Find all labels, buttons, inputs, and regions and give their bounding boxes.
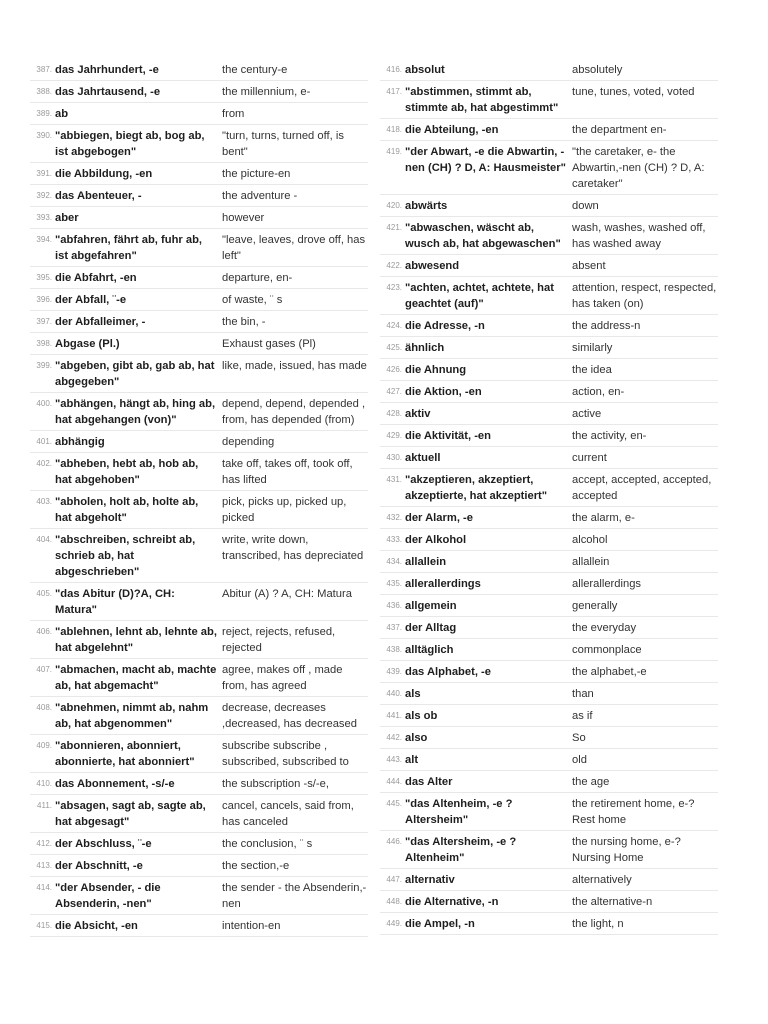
vocab-entry — [30, 333, 368, 355]
vocab-entry — [30, 103, 368, 125]
german-term: alt — [405, 754, 419, 766]
german-term: aktuell — [405, 452, 441, 464]
german-term: aktiv — [405, 408, 431, 420]
vocab-entry — [380, 913, 718, 935]
english-translation: of waste, ¨ s — [222, 294, 283, 306]
german-term: "abwaschen, wäscht ab, wusch ab, hat abgewaschen" — [405, 222, 561, 250]
entry-number: 408. — [36, 703, 52, 712]
entry-number: 439. — [386, 667, 402, 676]
english-translation: the conclusion, ¨ s — [222, 838, 313, 850]
german-term: allgemein — [405, 600, 457, 612]
german-term: das Jahrtausend, -e — [55, 86, 161, 98]
entry-number: 424. — [386, 321, 402, 330]
english-translation: the sender - the Absenderin,-nen — [222, 882, 367, 910]
entry-number: 432. — [386, 513, 402, 522]
english-translation: the activity, en- — [572, 430, 647, 442]
entry-number: 397. — [36, 317, 52, 326]
entry-number: 438. — [386, 645, 402, 654]
english-translation: allallein — [572, 556, 610, 568]
german-term: "abfahren, fährt ab, fuhr ab, ist abgefahren" — [55, 234, 203, 262]
vocab-entry — [30, 735, 368, 773]
english-translation: So — [572, 732, 586, 744]
english-translation: the age — [572, 776, 610, 788]
vocab-entry — [30, 621, 368, 659]
vocab-entry — [380, 595, 718, 617]
entry-number: 387. — [36, 65, 52, 74]
vocab-entry — [380, 551, 718, 573]
german-term: ab — [55, 108, 69, 120]
english-translation: absent — [572, 260, 606, 272]
english-translation: similarly — [572, 342, 613, 354]
entry-number: 409. — [36, 741, 52, 750]
english-translation: attention, respect, respected, has taken (on) — [572, 282, 717, 310]
entry-number: 418. — [386, 125, 402, 134]
entry-number: 406. — [36, 627, 52, 636]
vocab-entry — [380, 381, 718, 403]
german-term: alternativ — [405, 874, 455, 886]
english-translation: the address-n — [572, 320, 641, 332]
entry-number: 441. — [386, 711, 402, 720]
entry-number: 425. — [386, 343, 402, 352]
entry-number: 434. — [386, 557, 402, 566]
entry-number: 391. — [36, 169, 52, 178]
entry-number: 417. — [386, 87, 402, 96]
vocab-entry — [380, 425, 718, 447]
vocab-entry — [30, 773, 368, 795]
german-term: der Alltag — [405, 622, 457, 634]
entry-number: 422. — [386, 261, 402, 270]
english-translation: decrease, decreases ,decreased, has decreased — [222, 702, 357, 730]
vocab-entry — [30, 289, 368, 311]
german-term: "ablehnen, lehnt ab, lehnte ab, hat abgelehnt" — [55, 626, 217, 654]
entry-number: 404. — [36, 535, 52, 544]
vocab-entry — [380, 315, 718, 337]
entry-number: 416. — [386, 65, 402, 74]
german-term: also — [405, 732, 428, 744]
vocab-entry — [380, 81, 718, 119]
entry-number: 448. — [386, 897, 402, 906]
german-term: als ob — [405, 710, 438, 722]
english-translation: like, made, issued, has made — [222, 360, 367, 372]
german-term: "abgeben, gibt ab, gab ab, hat abgegeben" — [55, 360, 215, 388]
english-translation: the retirement home, e-? Rest home — [572, 798, 695, 826]
entry-number: 431. — [386, 475, 402, 484]
german-term: die Ampel, -n — [405, 918, 475, 930]
vocab-entry — [30, 229, 368, 267]
german-term: der Abschnitt, -e — [55, 860, 143, 872]
entry-number: 444. — [386, 777, 402, 786]
english-translation: "the caretaker, e- the Abwartin,-nen (CH) ? D, A: caretaker" — [572, 146, 705, 190]
german-term: "abholen, holt ab, holte ab, hat abgeholt" — [55, 496, 199, 524]
entry-number: 402. — [36, 459, 52, 468]
german-term: "akzeptieren, akzeptiert, akzeptierte, hat akzeptiert" — [405, 474, 548, 502]
english-translation: commonplace — [572, 644, 642, 656]
entry-number: 429. — [386, 431, 402, 440]
vocab-entry — [380, 469, 718, 507]
german-term: "abonnieren, abonniert, abonnierte, hat abonniert" — [55, 740, 195, 768]
vocab-entry — [30, 659, 368, 697]
vocab-entry — [30, 185, 368, 207]
entry-number: 396. — [36, 295, 52, 304]
entry-number: 389. — [36, 109, 52, 118]
entry-number: 415. — [36, 921, 52, 930]
vocab-entry — [380, 217, 718, 255]
entry-number: 407. — [36, 665, 52, 674]
english-translation: the alphabet,-e — [572, 666, 647, 678]
vocab-entry — [30, 125, 368, 163]
german-term: die Abbildung, -en — [55, 168, 153, 180]
english-translation: intention-en — [222, 920, 281, 932]
german-term: "abschreiben, schreibt ab, schrieb ab, hat abgeschrieben" — [55, 534, 196, 578]
entry-number: 411. — [37, 801, 52, 810]
german-term: abhängig — [55, 436, 105, 448]
vocab-entry — [30, 59, 368, 81]
english-translation: wash, washes, washed off, has washed away — [572, 222, 706, 250]
entry-number: 440. — [386, 689, 402, 698]
english-translation: the millennium, e- — [222, 86, 311, 98]
vocab-entry — [380, 891, 718, 913]
vocab-entry — [380, 359, 718, 381]
english-translation: take off, takes off, took off, has lifted — [222, 458, 353, 486]
entry-number: 401. — [36, 437, 52, 446]
english-translation: subscribe subscribe , subscribed, subscribed to — [222, 740, 349, 768]
vocab-entry — [380, 59, 718, 81]
vocab-entry — [30, 795, 368, 833]
vocab-entry — [380, 573, 718, 595]
german-term: der Alarm, -e — [405, 512, 473, 524]
german-term: abwesend — [405, 260, 460, 272]
entry-number: 419. — [386, 147, 402, 156]
english-translation: agree, makes off , made from, has agreed — [222, 664, 343, 692]
vocab-entry — [380, 255, 718, 277]
english-translation: generally — [572, 600, 618, 612]
vocab-entry — [380, 683, 718, 705]
vocab-entry — [380, 727, 718, 749]
vocab-entry — [30, 311, 368, 333]
english-translation: the idea — [572, 364, 612, 376]
vocab-entry — [30, 207, 368, 229]
german-term: alltäglich — [405, 644, 454, 656]
german-term: die Aktivität, -en — [405, 430, 491, 442]
english-translation: the light, n — [572, 918, 624, 930]
english-translation: however — [222, 212, 265, 224]
vocab-entry — [380, 617, 718, 639]
english-translation: cancel, cancels, said from, has canceled — [222, 800, 354, 828]
german-term: "abstimmen, stimmt ab, stimmte ab, hat abgestimmt" — [405, 86, 559, 114]
english-translation: than — [572, 688, 594, 700]
english-translation: the century-e — [222, 64, 288, 76]
english-translation: "leave, leaves, drove off, has left" — [222, 234, 366, 262]
vocab-entry — [380, 661, 718, 683]
english-translation: depending — [222, 436, 275, 448]
entry-number: 433. — [386, 535, 402, 544]
entry-number: 412. — [36, 839, 52, 848]
german-term: das Alter — [405, 776, 453, 788]
german-term: das Abenteuer, - — [55, 190, 142, 202]
vocab-entry — [380, 639, 718, 661]
vocab-entry — [30, 855, 368, 877]
german-term: das Abonnement, -s/-e — [55, 778, 175, 790]
english-translation: action, en- — [572, 386, 625, 398]
german-term: die Abfahrt, -en — [55, 272, 137, 284]
vocab-entry — [380, 141, 718, 195]
entry-number: 426. — [386, 365, 402, 374]
vocab-entry — [380, 869, 718, 891]
entry-number: 405. — [36, 589, 52, 598]
english-translation: the department en- — [572, 124, 667, 136]
vocab-entry — [30, 355, 368, 393]
german-term: "abnehmen, nimmt ab, nahm ab, hat abgenommen" — [55, 702, 209, 730]
german-term: absolut — [405, 64, 445, 76]
entry-number: 400. — [36, 399, 52, 408]
english-translation: from — [222, 108, 245, 120]
english-translation: the section,-e — [222, 860, 290, 872]
entry-number: 421. — [386, 223, 402, 232]
entry-number: 437. — [386, 623, 402, 632]
german-term: der Abfall, ¨-e — [55, 294, 127, 306]
german-term: der Abschluss, ¨-e — [55, 838, 152, 850]
german-term: "der Absender, - die Absenderin, -nen" — [55, 882, 161, 910]
entry-number: 393. — [36, 213, 52, 222]
vocab-column-right — [380, 59, 718, 935]
english-translation: the subscription -s/-e, — [222, 778, 329, 790]
vocab-entry — [380, 337, 718, 359]
english-translation: current — [572, 452, 607, 464]
vocab-entry — [30, 877, 368, 915]
english-translation: Exhaust gases (Pl) — [222, 338, 316, 350]
german-term: ähnlich — [405, 342, 445, 354]
vocab-entry — [30, 583, 368, 621]
entry-number: 414. — [36, 883, 52, 892]
german-term: "das Abitur (D)?A, CH: Matura" — [55, 588, 175, 616]
german-term: allallein — [405, 556, 447, 568]
vocab-entry — [380, 119, 718, 141]
german-term: der Alkohol — [405, 534, 467, 546]
vocab-entry — [30, 915, 368, 937]
vocab-column-left — [30, 59, 368, 937]
vocab-entry — [380, 507, 718, 529]
entry-number: 390. — [36, 131, 52, 140]
vocab-entry — [380, 831, 718, 869]
english-translation: the picture-en — [222, 168, 291, 180]
entry-number: 398. — [36, 339, 52, 348]
german-term: die Absicht, -en — [55, 920, 138, 932]
entry-number: 403. — [36, 497, 52, 506]
entry-number: 413. — [36, 861, 52, 870]
english-translation: down — [572, 200, 599, 212]
english-translation: pick, picks up, picked up, picked — [222, 496, 347, 524]
entry-number: 394. — [36, 235, 52, 244]
english-translation: alcohol — [572, 534, 608, 546]
german-term: die Ahnung — [405, 364, 467, 376]
english-translation: accept, accepted, accepted, accepted — [572, 474, 712, 502]
english-translation: reject, rejects, refused, rejected — [222, 626, 336, 654]
english-translation: the nursing home, e-? Nursing Home — [572, 836, 681, 864]
vocab-entry — [380, 447, 718, 469]
entry-number: 447. — [386, 875, 402, 884]
german-term: das Alphabet, -e — [405, 666, 491, 678]
entry-number: 436. — [386, 601, 402, 610]
german-term: Abgase (Pl.) — [55, 338, 120, 350]
german-term: die Alternative, -n — [405, 896, 499, 908]
german-term: das Jahrhundert, -e — [55, 64, 159, 76]
german-term: die Abteilung, -en — [405, 124, 499, 136]
vocab-entry — [380, 749, 718, 771]
entry-number: 399. — [36, 361, 52, 370]
vocab-entry — [380, 771, 718, 793]
vocab-entry — [30, 453, 368, 491]
vocab-entry — [30, 163, 368, 185]
english-translation: absolutely — [572, 64, 623, 76]
english-translation: the bin, - — [222, 316, 266, 328]
german-term: die Aktion, -en — [405, 386, 482, 398]
vocab-entry — [380, 793, 718, 831]
german-term: "abmachen, macht ab, machte ab, hat abgemacht" — [55, 664, 217, 692]
entry-number: 442. — [386, 733, 402, 742]
german-term: der Abfalleimer, - — [55, 316, 146, 328]
vocab-entry — [30, 431, 368, 453]
german-term: "der Abwart, -e die Abwartin, -nen (CH) ? D, A: Hausmeister" — [405, 146, 566, 174]
entry-number: 410. — [36, 779, 52, 788]
german-term: allerallerdings — [405, 578, 481, 590]
german-term: "das Altenheim, -e ? Altersheim" — [405, 798, 513, 826]
english-translation: Abitur (A) ? A, CH: Matura — [222, 588, 352, 600]
entry-number: 392. — [36, 191, 52, 200]
english-translation: departure, en- — [222, 272, 293, 284]
english-translation: old — [572, 754, 587, 766]
entry-number: 427. — [386, 387, 402, 396]
entry-number: 443. — [386, 755, 402, 764]
english-translation: as if — [572, 710, 593, 722]
english-translation: the adventure - — [222, 190, 298, 202]
vocab-entry — [30, 267, 368, 289]
german-term: "abbiegen, biegt ab, bog ab, ist abgebogen" — [55, 130, 205, 158]
german-term: "abheben, hebt ab, hob ab, hat abgehoben" — [55, 458, 199, 486]
vocab-entry — [380, 705, 718, 727]
english-translation: the alternative-n — [572, 896, 653, 908]
vocab-entry — [30, 697, 368, 735]
english-translation: the everyday — [572, 622, 637, 634]
entry-number: 423. — [386, 283, 402, 292]
english-translation: active — [572, 408, 602, 420]
entry-number: 420. — [386, 201, 402, 210]
entry-number: 435. — [386, 579, 402, 588]
vocab-entry — [30, 491, 368, 529]
vocab-entry — [380, 277, 718, 315]
english-translation: alternatively — [572, 874, 632, 886]
entry-number: 445. — [386, 799, 402, 808]
english-translation: write, write down, transcribed, has depreciated — [222, 534, 364, 562]
german-term: die Adresse, -n — [405, 320, 485, 332]
german-term: "absagen, sagt ab, sagte ab, hat abgesagt" — [55, 800, 206, 828]
english-translation: allerallerdings — [572, 578, 642, 590]
german-term: "abhängen, hängt ab, hing ab, hat abgehangen (von)" — [55, 398, 216, 426]
vocab-entry — [380, 529, 718, 551]
vocab-entry — [380, 403, 718, 425]
english-translation: depend, depend, depended , from, has depended (from) — [222, 398, 366, 426]
english-translation: "turn, turns, turned off, is bent" — [222, 130, 344, 158]
english-translation: the alarm, e- — [572, 512, 635, 524]
entry-number: 428. — [386, 409, 402, 418]
entry-number: 430. — [386, 453, 402, 462]
english-translation: tune, tunes, voted, voted — [572, 86, 695, 98]
entry-number: 449. — [386, 919, 402, 928]
vocab-entry — [30, 529, 368, 583]
german-term: "achten, achtet, achtete, hat geachtet (auf)" — [405, 282, 554, 310]
vocab-entry — [30, 833, 368, 855]
german-term: als — [405, 688, 421, 700]
german-term: abwärts — [405, 200, 448, 212]
entry-number: 395. — [36, 273, 52, 282]
entry-number: 388. — [36, 87, 52, 96]
vocab-entry — [30, 393, 368, 431]
entry-number: 446. — [386, 837, 402, 846]
vocab-entry — [30, 81, 368, 103]
vocab-entry — [380, 195, 718, 217]
german-term: "das Altersheim, -e ? Altenheim" — [405, 836, 517, 864]
german-term: aber — [55, 212, 79, 224]
